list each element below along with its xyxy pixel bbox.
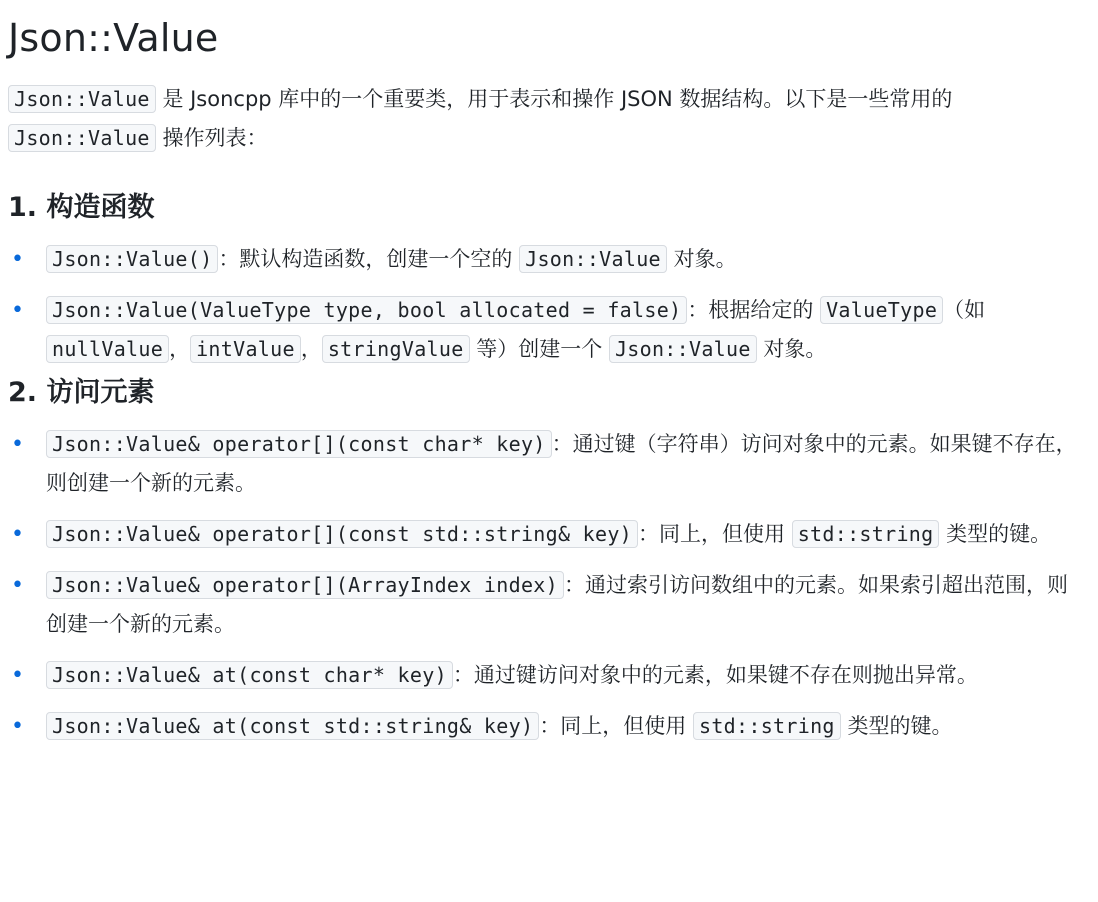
item-text: ：默认构造函数，创建一个空的 [218, 247, 520, 271]
inline-code: intValue [190, 335, 301, 363]
item-text: （如 [943, 298, 986, 322]
list-item [8, 291, 1086, 369]
inline-code: Json::Value& operator[](const char* key) [46, 430, 552, 458]
list-item [8, 656, 1086, 695]
inline-code: Json::Value [8, 124, 156, 152]
inline-code: stringValue [322, 335, 470, 363]
item-text: ：同上，但使用 [539, 714, 693, 738]
list-item [8, 515, 1086, 554]
inline-code: Json::Value& at(const char* key) [46, 661, 453, 689]
constructor-list [8, 240, 1098, 369]
inline-code: ValueType [820, 296, 943, 324]
item-text: ：通过键（字符串）访问对象中的元素。如果键不存在，则创建一个新的元素。 [46, 432, 1077, 495]
inline-code: Json::Value& operator[](const std::string& key) [46, 520, 638, 548]
item-text: 对象。 [666, 247, 737, 271]
access-list [8, 425, 1098, 746]
item-text: 等）创建一个 [469, 337, 609, 361]
item-text: ：同上，但使用 [638, 522, 792, 546]
inline-code: std::string [693, 712, 841, 740]
inline-code: Json::Value(ValueType type, bool allocated = false) [46, 296, 687, 324]
item-text: 对象。 [756, 337, 827, 361]
inline-code: std::string [792, 520, 940, 548]
item-text: 类型的键。 [939, 522, 1052, 546]
list-item [8, 707, 1086, 746]
item-text: ：根据给定的 [687, 298, 821, 322]
item-text: ， [300, 337, 322, 361]
item-text: ， [169, 337, 191, 361]
section-heading-access-elements: 2. 访问元素 [8, 377, 155, 408]
list-item [8, 240, 1086, 279]
intro-paragraph [8, 80, 1088, 158]
list-item [8, 425, 1086, 503]
item-text: ：通过键访问对象中的元素，如果键不存在则抛出异常。 [452, 663, 978, 687]
inline-code: Json::Value [609, 335, 757, 363]
page-title: Json::Value [8, 16, 219, 60]
intro-text: 操作列表： [155, 126, 268, 150]
inline-code: Json::Value& operator[](ArrayIndex index) [46, 571, 564, 599]
item-text: ：通过索引访问数组中的元素。如果索引超出范围，则创建一个新的元素。 [46, 573, 1068, 636]
intro-text: 是 Jsoncpp 库中的一个重要类，用于表示和操作 JSON 数据结构。以下是一些常用的 [155, 87, 953, 111]
inline-code: Json::Value [519, 245, 667, 273]
section-heading-constructors: 1. 构造函数 [8, 192, 155, 223]
inline-code: Json::Value& at(const std::string& key) [46, 712, 539, 740]
inline-code: nullValue [46, 335, 169, 363]
inline-code: Json::Value [8, 85, 156, 113]
item-text: 类型的键。 [840, 714, 953, 738]
list-item [8, 566, 1086, 644]
inline-code: Json::Value() [46, 245, 218, 273]
